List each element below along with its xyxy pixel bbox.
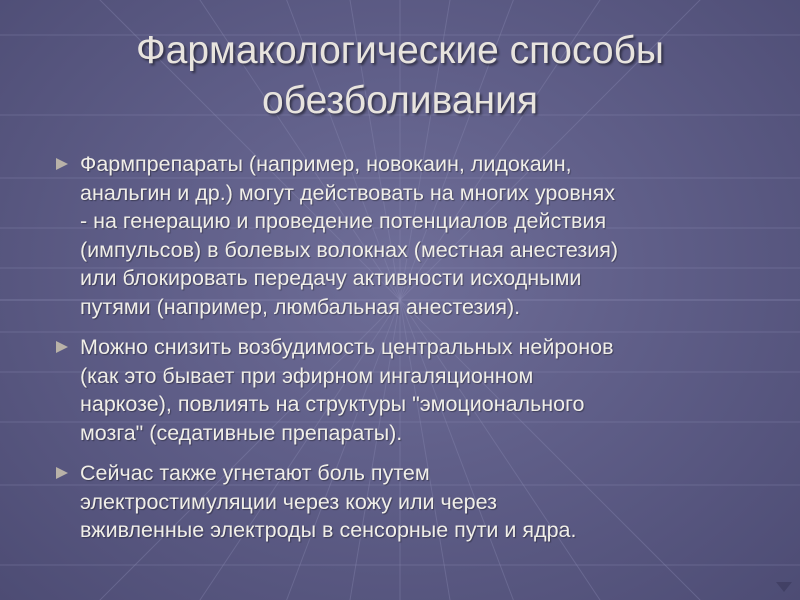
- bullet-line: путями (например, люмбальная анестезия).: [80, 294, 521, 319]
- bullet-line: вживленные электроды в сенсорные пути и ядра.: [80, 518, 577, 542]
- slide-title: [60, 26, 740, 126]
- bullet-line: наркозе), повлиять на структуры "эмоционального: [80, 392, 585, 416]
- bullet-marker-icon: [56, 341, 68, 353]
- bullet-line: анальгин и др.) могут действовать на многих уровнях: [80, 180, 616, 205]
- bullet-marker-icon: [56, 158, 68, 170]
- bullet-item-2: [54, 333, 754, 447]
- bullet-line: Сейчас также угнетают боль путем: [80, 461, 430, 485]
- bullet-line: Можно снизить возбудимость центральных нейронов: [80, 335, 614, 359]
- title-line-2: обезболивания: [262, 79, 538, 122]
- bullet-list: [54, 150, 754, 557]
- bullet-line: Фармпрепараты (например, новокаин, лидокаин,: [80, 152, 572, 176]
- bullet-line: - на генерацию и проведение потенциалов действия: [80, 209, 607, 233]
- bullet-item-1: [54, 150, 754, 321]
- bullet-line: (как это бывает при эфирном ингаляционном: [80, 363, 534, 388]
- bullet-line: электростимуляции через кожу или через: [80, 489, 497, 514]
- bullet-marker-icon: [56, 467, 68, 479]
- bullet-item-3: [54, 459, 754, 545]
- bullet-line: мозга" (седативные препараты).: [80, 420, 403, 445]
- bullet-line: (импульсов) в болевых волокнах (местная анестезия): [80, 237, 619, 262]
- next-slide-arrow-icon[interactable]: [776, 582, 792, 592]
- title-line-1: Фармакологические способы: [136, 29, 664, 72]
- bullet-line: или блокировать передачу активности исходными: [80, 266, 582, 290]
